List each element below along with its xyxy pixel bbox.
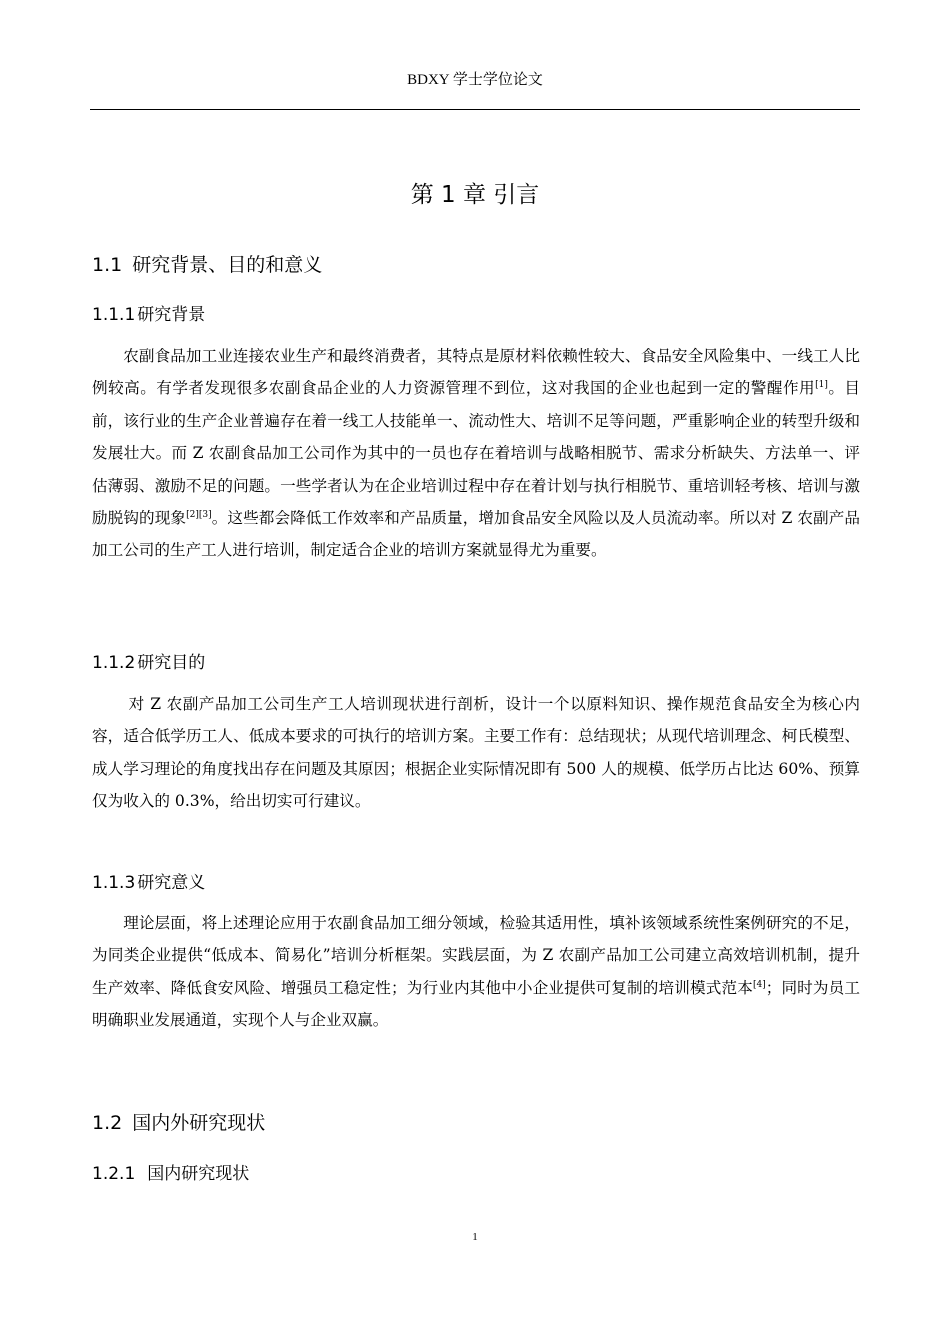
citation: [1]: [815, 380, 828, 391]
running-header: BDXY 学士学位论文: [407, 72, 543, 88]
section-number: 1.2: [92, 1112, 123, 1134]
paragraph-text: 。目前，该行业的生产企业普遍存在着一线工人技能单一、流动性大、培训不足等问题，严重影响企业的转型升级和发展壮大。而 Z 农副食品加工公司作为其中的一员也存在着培训与战略相脱节、需求分析缺失、方法单一、评估薄弱、激励不足的问题。一些学者认为在企业培训过程中存在着计划与执行相脱节、重培训轻考核、培训与激励脱钩的现象: [92, 379, 860, 528]
section-heading-1-1: [92, 252, 322, 278]
subsection-number: 1.2.1: [92, 1164, 136, 1184]
paragraph-background: [92, 340, 860, 567]
section-title: 研究背景、目的和意义: [132, 254, 323, 276]
paragraph-text: 理论层面，将上述理论应用于农副食品加工细分领域，检验其适用性，填补该领域系统性案例研究的不足，为同类企业提供“低成本、简易化”培训分析框架。实践层面，为 Z 农副产品加工公司建立高效培训机制，提升生产效率、降低食安风险、增强员工稳定性；为行业内其他中小企业提供可复制的培训模式范本: [92, 914, 860, 997]
citation: [2][3]: [186, 509, 212, 520]
citation: [4]: [752, 979, 766, 990]
section-number: 1.1: [92, 254, 123, 276]
subsection-number: 1.1.3: [92, 873, 136, 893]
subsection-number: 1.1.2: [92, 653, 136, 673]
subsection-number: 1.1.1: [92, 305, 136, 325]
subsection-heading-1-1-2: [92, 651, 205, 675]
subsection-title: 研究背景: [137, 305, 206, 325]
chapter-title: 第 1 章 引言: [410, 182, 540, 208]
subsection-heading-1-1-1: [92, 303, 205, 327]
section-title: 国内外研究现状: [132, 1112, 266, 1134]
paragraph-purpose: 对 Z 农副产品加工公司生产工人培训现状进行剖析，设计一个以原料知识、操作规范食品安全为核心内容，适合低学历工人、低成本要求的可执行的培训方案。主要工作有：总结现状；从现代培训理念、柯氏模型、成人学习理论的角度找出存在问题及其原因；根据企业实际情况即有 500 人的规模、低学历占比达 60%、预算仅为收入的 0.3%，给出切实可行建议。: [92, 695, 860, 811]
paragraph-text: 农副食品加工业连接农业生产和最终消费者，其特点是原材料依赖性较大、食品安全风险集中、一线工人比例较高。有学者发现很多农副食品企业的人力资源管理不到位，这对我国的企业也起到一定的警醒作用: [92, 347, 860, 398]
paragraph-significance: [92, 907, 860, 1037]
section-heading-1-2: [92, 1110, 265, 1136]
subsection-title: 研究意义: [137, 873, 206, 893]
header-rule: [90, 109, 860, 110]
paragraph-text: 。这些都会降低工作效率和产品质量，增加食品安全风险以及人员流动率。所以对 Z 农副产品加工公司的生产工人进行培训，制定适合企业的培训方案就显得尤为重要。: [92, 509, 860, 560]
subsection-title: 国内研究现状: [147, 1164, 250, 1184]
subsection-heading-1-2-1: [92, 1162, 249, 1186]
subsection-title: 研究目的: [137, 653, 206, 673]
subsection-heading-1-1-3: [92, 871, 205, 895]
page-number: 1: [472, 1231, 478, 1243]
paragraph-text: ；同时为员工明确职业发展通道，实现个人与企业双赢。: [92, 978, 860, 1030]
